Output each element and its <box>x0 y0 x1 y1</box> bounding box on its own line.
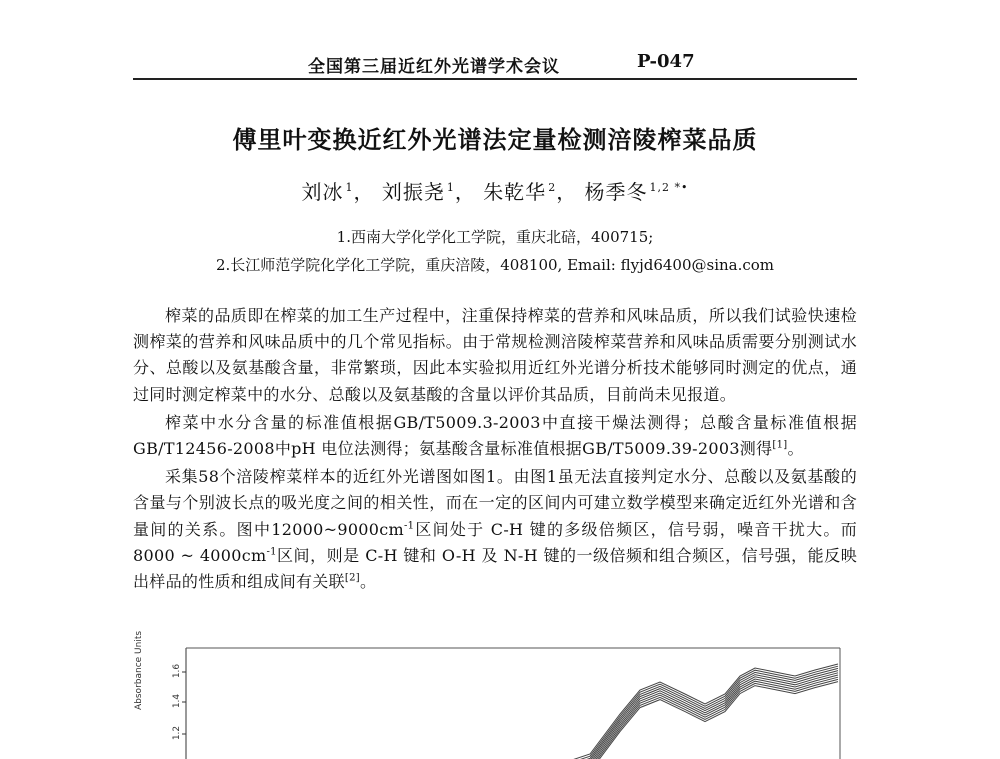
conference-name: 全国第三届近红外光谱学术会议 <box>308 57 560 77</box>
affiliation-1: 1.西南大学化学化工学院，重庆北碚，400715; <box>336 228 654 246</box>
author-name: 刘冰 <box>301 180 344 204</box>
spectra-figure <box>134 630 850 759</box>
paragraph-text: 榨菜中水分含量的标准值根据GB/T5009.3-2003中直接干燥法测得；总酸含量标准值根据GB/T12456-2008中pH 电位法测得；氨基酸含量标准值根据GB/T5009.39-2003测得 <box>133 412 857 459</box>
body-text <box>133 303 857 595</box>
y-tick-label: 1.4 <box>172 693 183 709</box>
running-header <box>133 50 857 80</box>
author-name: 朱乾华 <box>483 180 547 204</box>
paragraph-text: 区间，则是 C-H 键和 O-H 及 N-H 键的一级倍频和组合频区，信号强，能反映出样品的性质和组成间有关联 <box>133 545 857 592</box>
unit-exponent: -1 <box>404 520 415 532</box>
paper-title: 傅里叶变换近红外光谱法定量检测涪陵榨菜品质 <box>232 125 758 154</box>
author-affil-mark: 1 <box>345 181 354 194</box>
author-name: 杨季冬 <box>584 180 648 204</box>
paragraph-end: 。 <box>787 439 804 459</box>
y-tick-label: 1.2 <box>172 725 183 741</box>
paragraph-text: 采集58个涪陵榨菜样本的近红外光谱图如图1。由图1虽无法直接判定水分、总酸以及氨基酸的含量与个别波长点的吸光度之间的相关性，而在一定的区间内可建立数学模型来确定近红外光谱和含量间的关系。图中12000~9000cm <box>133 467 857 539</box>
citation: [1] <box>772 439 788 451</box>
citation: [2] <box>344 572 360 584</box>
paragraph <box>133 410 857 462</box>
paragraph: 榨菜的品质即在榨菜的加工生产过程中，注重保持榨菜的营养和风味品质，所以我们试验快速检测榨菜的营养和风味品质中的几个常见指标。由于常规检测涪陵榨菜营养和风味品质需要分别测试水分、总酸以及氨基酸含量，非常繁琐，因此本实验拟用近红外光谱分析技术能够同时测定的优点，通过同时测定榨菜中的水分、总酸以及氨基酸的含量以评价其品质，目前尚未见报道。 <box>133 306 857 404</box>
unit-exponent: -1 <box>266 546 277 558</box>
y-axis-label: Absorbance Units <box>134 630 144 710</box>
author-affil-mark: 2 <box>548 181 557 194</box>
paper-code: P-047 <box>637 51 695 72</box>
author-list: 刘冰 $^1$， 刘振尧 $^1$， 朱乾华 $^2$， 杨季冬 $^{1,2 *•}$ <box>301 180 689 204</box>
paragraph <box>133 464 857 595</box>
paragraph-text: 区间处于 C-H 键的多级倍频区，信号弱，噪音干扰大。而8000 ~ 4000cm <box>133 519 857 565</box>
author-name: 刘振尧 <box>381 180 445 204</box>
author-affil-mark: 1,2 *• <box>649 181 689 194</box>
paragraph-end: 。 <box>359 572 377 592</box>
spectra-lines <box>560 664 838 759</box>
spectrum-curve <box>560 671 838 759</box>
y-tick-label: 1.6 <box>172 663 183 679</box>
affiliation-2: 2.长江师范学院化学化工学院，重庆涪陵，408100, Email: flyjd6400@sina.com <box>215 256 775 274</box>
spectra-plot <box>150 644 850 759</box>
author-affil-mark: 1 <box>446 181 455 194</box>
